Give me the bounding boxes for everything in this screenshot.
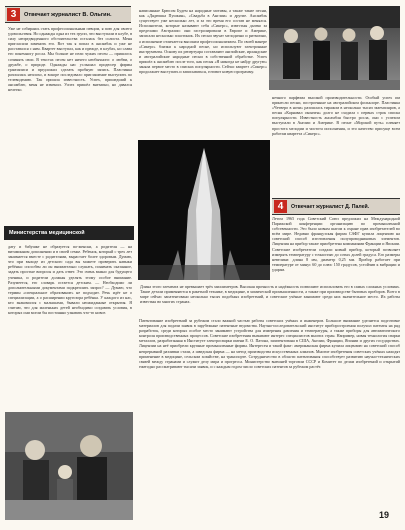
- band-photo: [269, 6, 400, 90]
- header-answer-3: [5, 6, 131, 23]
- section-number-3: 3: [7, 8, 20, 21]
- header-answer-4: [272, 198, 400, 215]
- article-column-2-top: написанные Брюсом Будем на народные мотивы, а также такие песни, как «Дядюшка Пушкин», «Свадьба в Англии» и другие. Ансамбль существует уже несколько лет, и за это время его состав не менялся. Исполнители, которые называют себя «Сикерс», известны далеко за пределами Австралии: они гастролировали в Европе и Америке, записали несколько пластинок. Их песни звучат мелодично и ритмично, а исполнение отличается высоким профессионализмом. По своей манере «Сикерс» близки к народной песне, но используют электронные инструменты. Основу их репертуара составляют английские, ирландские и австралийские народные песни в собственной обработке. Успех пришёл к ансамблю после того, как песня «Я никогда не найду другую» заняла первое место в списках популярности. Сейчас квартет «Сикерс» продолжает выступать и записываться, готовит новую программу.: [139, 8, 267, 75]
- family-photo-illustration: [5, 412, 133, 520]
- article-column-3-top: нечного парфюма высокой производительности. Особый успех им принесли песни, построенные на австралийском фольклоре. Пластинка «Четверо в ночи» разошлась тиражом в несколько тысяч экземпляров, а песня «Карнавал окончен» долго не сходила с первых строк списка популярности. Известность ансамбля быстро росла, они с успехом выступали в Англии и Америке. В песне «Морской путь» пленяет простота мелодии и чистота исполнения, и это качество присуще всем работам квартета «Сикерс».: [272, 95, 400, 136]
- header-title-4: Отвечает журналист Д. Палей.: [291, 203, 370, 210]
- rocket-photo: [138, 140, 270, 280]
- header-title-3: Отвечает журналист В. Ольгин.: [24, 11, 112, 18]
- section-number-4: 4: [274, 200, 287, 213]
- article-column-3-mid: Длина этого элемента не превышает трёх миллиметров. Высокая прочность и надёжность позволяют использовать его в самых сложных условиях. Такие детали применяются в ракетной технике, в медицине, в химической промышленности, а также при производстве бытовых приборов. Всего в мире сейчас запатентовано несколько тысяч подобных изобретений, и советские учёные занимают среди них значительное место. Их работы известны во многих странах.: [140, 284, 400, 305]
- section-bar-medical: Министерства медицинской: [4, 226, 134, 240]
- article-column-1-top: Уже не собираясь стать профессиональным певцом, я пою для своего удовольствия. Но однажды одна из тех групп, что выступали в клубе, в силу непредвиденного обстоятельства осталась без солиста. Меня пригласили заменить его. Вот так я попал в ансамбль и уже не расставался с ним. Квартет выступал, как и прежде, в клубах, но слава его понемногу росла. Мы больше не пели чужих песен — пришлось сочинять свои. В текстах песен нет ничего необычного: о любви, о дружбе, о природе. Однажды нас услышал продюсер фирмы грамзаписи и предложил сделать пробную запись. Пластинка разошлась неплохо, и вскоре последовало приглашение выступить по телевидению. Так пришла известность. Успех, пришедший к ансамблю, меня не изменил. Успех пришёл внезапно, но давался нелегко.: [8, 26, 132, 93]
- rocket-photo-illustration: [138, 140, 270, 280]
- article-bottom-text: Патентование изобретений за рубежом стало важной частью работы советских учёных и инженеров. Большое внимание уделяется подготовке материалов для подачи заявок в зарубежные патентные ведомства. Научно-исследовательский институт приборостроения получил патенты на ряд разработок, среди которых особое место занимают устройства для измерения давления и температуры, а также приборы для автоматического контроля производственных процессов. Советские изобретения вызывают интерес специалистов многих стран. Например, новая технология сварки металлов, разработанная в Институте электросварки имени Е. О. Патона, запатентована в США, Англии, Франции, Японии и других государствах. Лицензии на неё приобрели крупные промышленные фирмы. Интересен и такой факт: американская фирма купила лицензию на советский способ непрерывной разливки стали, а шведская фирма — на метод производства искусственных алмазов. Многие изобретения советских учёных находят применение в медицине, сельском хозяйстве, на транспорте. Сотрудничество в области патентования способствует развитию научно-технических связей между странами и служит делу мира и прогресса. Министерство внешней торговли СССР и Комитет по делам изобретений и открытий ежегодно рассматривают тысячи заявок, и с каждым годом число советских патентов за рубежом растёт.: [139, 318, 400, 369]
- band-photo-illustration: [269, 6, 400, 90]
- article-column-1-mid: дату и бабушке не образуется по-женски, а родителя — на витаминном дополнении и в своей семье. Ребенок, который с трех лет занимается вместе с родителями, вырастает более здоровым. Думаю, что при выходе из детского сада вы можете проверить навыки ребёнка: способен ли он внимательно слушать, понимать сказанное, задать простые вопросы и дать ответ. Это очень важно для будущего ученика, и родители должны уделять этому особое внимание. Разумеется, его словарь остается детским. — Необходимо ли дополнительными документами подкреплять запрос? — Думаю, что термин «специальное образование» не подходит. Речь идёт не о специализации, а о расширении кругозора ребёнка. У каждого из нас, кто знакомился с малышами, бывали неожиданные открытия. Я считаю, что для маленьких детей необходимо создавать условия, в которых они могли бы постоянно узнавать что-то новое.: [8, 244, 132, 316]
- page-number: 19: [378, 510, 389, 520]
- article-column-2-mid: Летом 1965 года Советский Союз предложил на Международной Парижской конференции организацию по промышленной собственности. Это было новым шагом к охране прав изобретателей во всём мире. Недавно французская фирма САФГ купила лицензию на советский способ изготовления полупроводниковых элементов. Лицензия на прибор также приобретена компаниями Франции и Японии. Советские изобретатели создали новый прибор, который позволяет измерять температуру с точностью до сотых долей градуса. Его размеры невелики: длина 8 мм, диаметр 0,25 мм. Прибор работает при температуре от минус 60 до плюс 150 градусов, устойчив к вибрации и ударам.: [272, 216, 400, 272]
- family-photo: [5, 412, 133, 520]
